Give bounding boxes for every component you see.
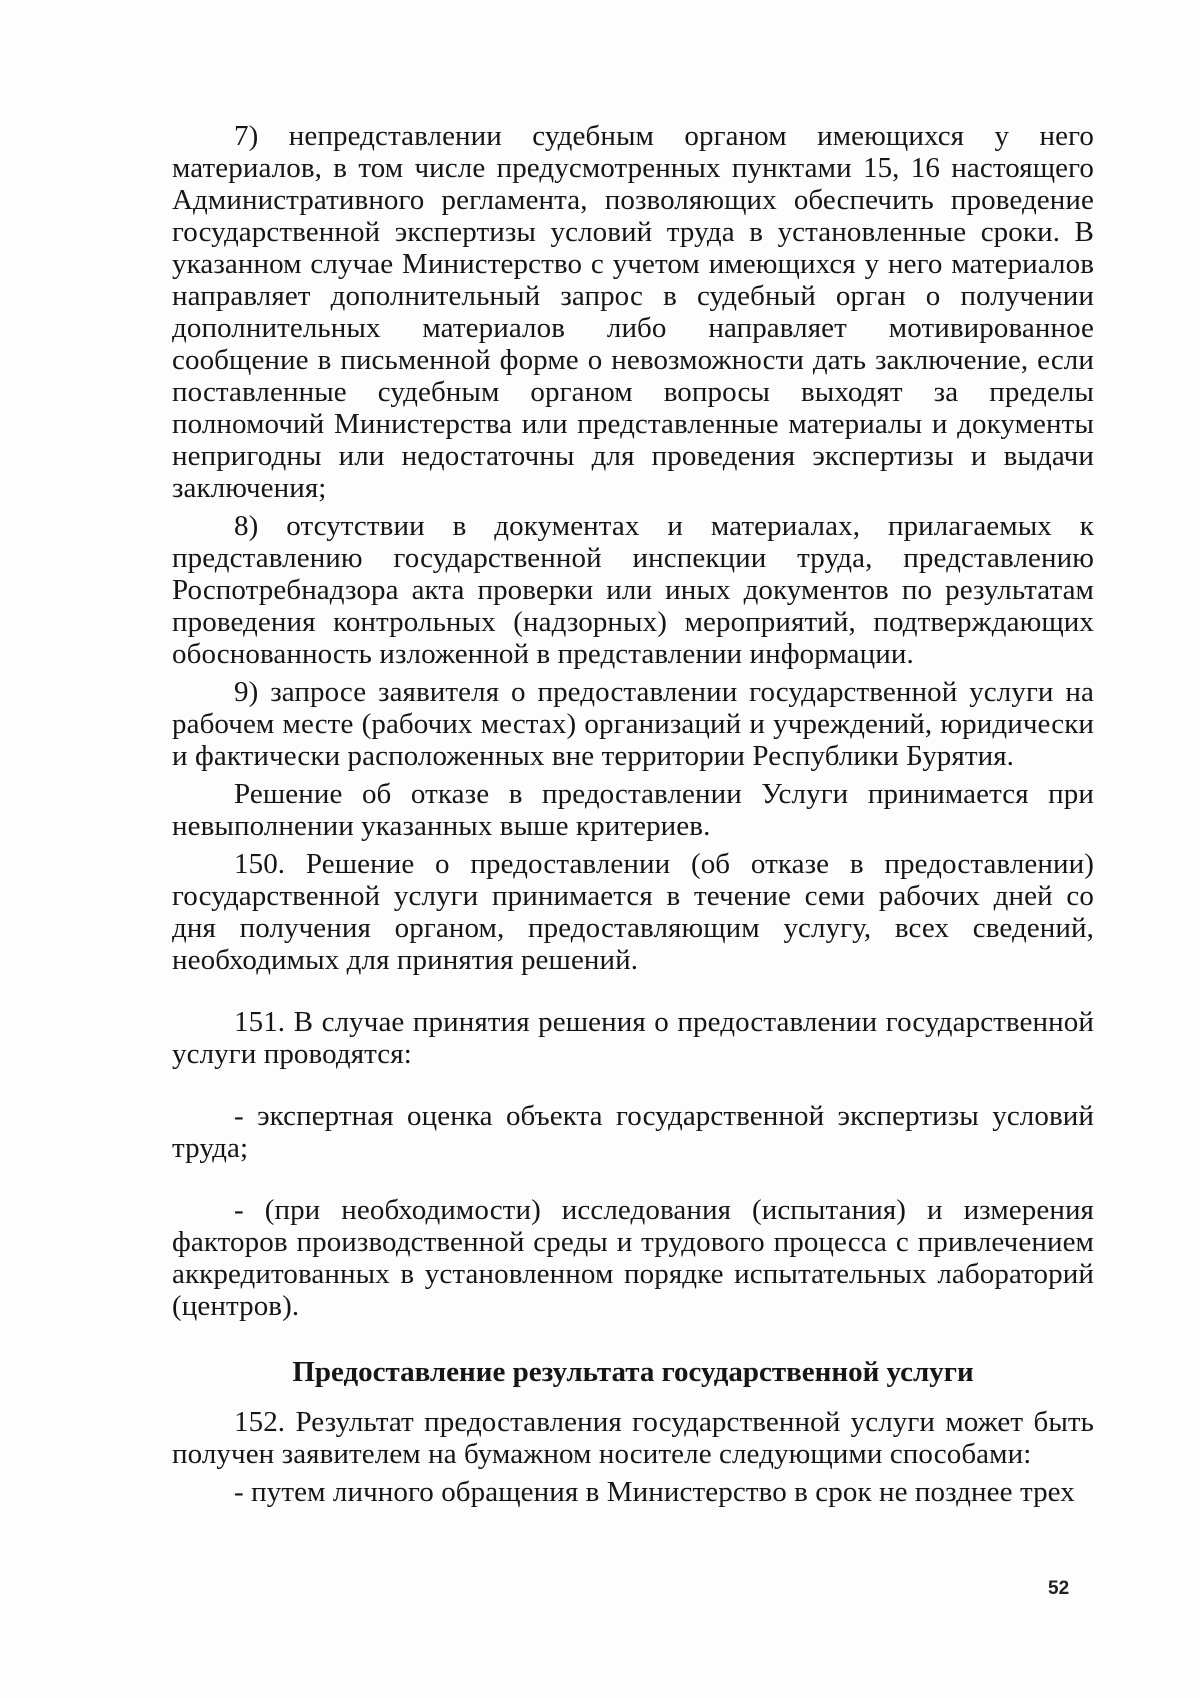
- list-item-personal-visit: - путем личного обращения в Министерство в срок не позднее трех: [234, 1476, 1075, 1508]
- paragraph-152: 152. Результат предоставления государственной услуги может быть получен заявителем на бумажном носителе следующими способами:: [172, 1406, 1094, 1470]
- page-number: 52: [1048, 1578, 1070, 1599]
- paragraph-refusal-decision: Решение об отказе в предоставлении Услуги принимается при невыполнении указанных выше критериев.: [172, 778, 1094, 842]
- paragraph-item-7: 7) непредставлении судебным органом имеющихся у него материалов, в том числе предусмотренных пунктами 15, 16 настоящего Административного регламента, позволяющих обеспечить проведение государственной экспертизы условий труда в установленные сроки. В указанном случае Министерство с учетом имеющихся у него материалов направляет дополнительный запрос в судебный орган о получении дополнительных материалов либо направляет мотивированное сообщение в письменной форме о невозможности дать заключение, если поставленные судебным органом вопросы выходят за пределы полномочий Министерства или представленные материалы и документы непригодны или недостаточны для проведения экспертизы и выдачи заключения;: [172, 120, 1094, 504]
- list-item-research-measurements: - (при необходимости) исследования (испытания) и измерения факторов производственной среды и трудового процесса с привлечением аккредитованных в установленном порядке испытательных лабораторий (центров).: [172, 1194, 1094, 1322]
- paragraph-item-9: 9) запросе заявителя о предоставлении государственной услуги на рабочем месте (рабочих местах) организаций и учреждений, юридически и фактически расположенных вне территории Республики Бурятия.: [172, 676, 1094, 772]
- paragraph-150: 150. Решение о предоставлении (об отказе в предоставлении) государственной услуги принимается в течение семи рабочих дней со дня получения органом, предоставляющим услугу, всех сведений, необходимых для принятия решений.: [172, 848, 1094, 976]
- section-heading: Предоставление результата государственной услуги: [292, 1356, 974, 1388]
- paragraph-item-8: 8) отсутствии в документах и материалах, прилагаемых к представлению государственной инспекции труда, представлению Роспотребнадзора акта проверки или иных документов по результатам проведения контрольных (надзорных) мероприятий, подтверждающих обоснованность изложенной в представлении информации.: [172, 510, 1094, 670]
- list-item-expert-assessment: - экспертная оценка объекта государственной экспертизы условий труда;: [172, 1100, 1094, 1164]
- paragraph-151: 151. В случае принятия решения о предоставлении государственной услуги проводятся:: [172, 1006, 1094, 1070]
- document-body: [172, 120, 1094, 1508]
